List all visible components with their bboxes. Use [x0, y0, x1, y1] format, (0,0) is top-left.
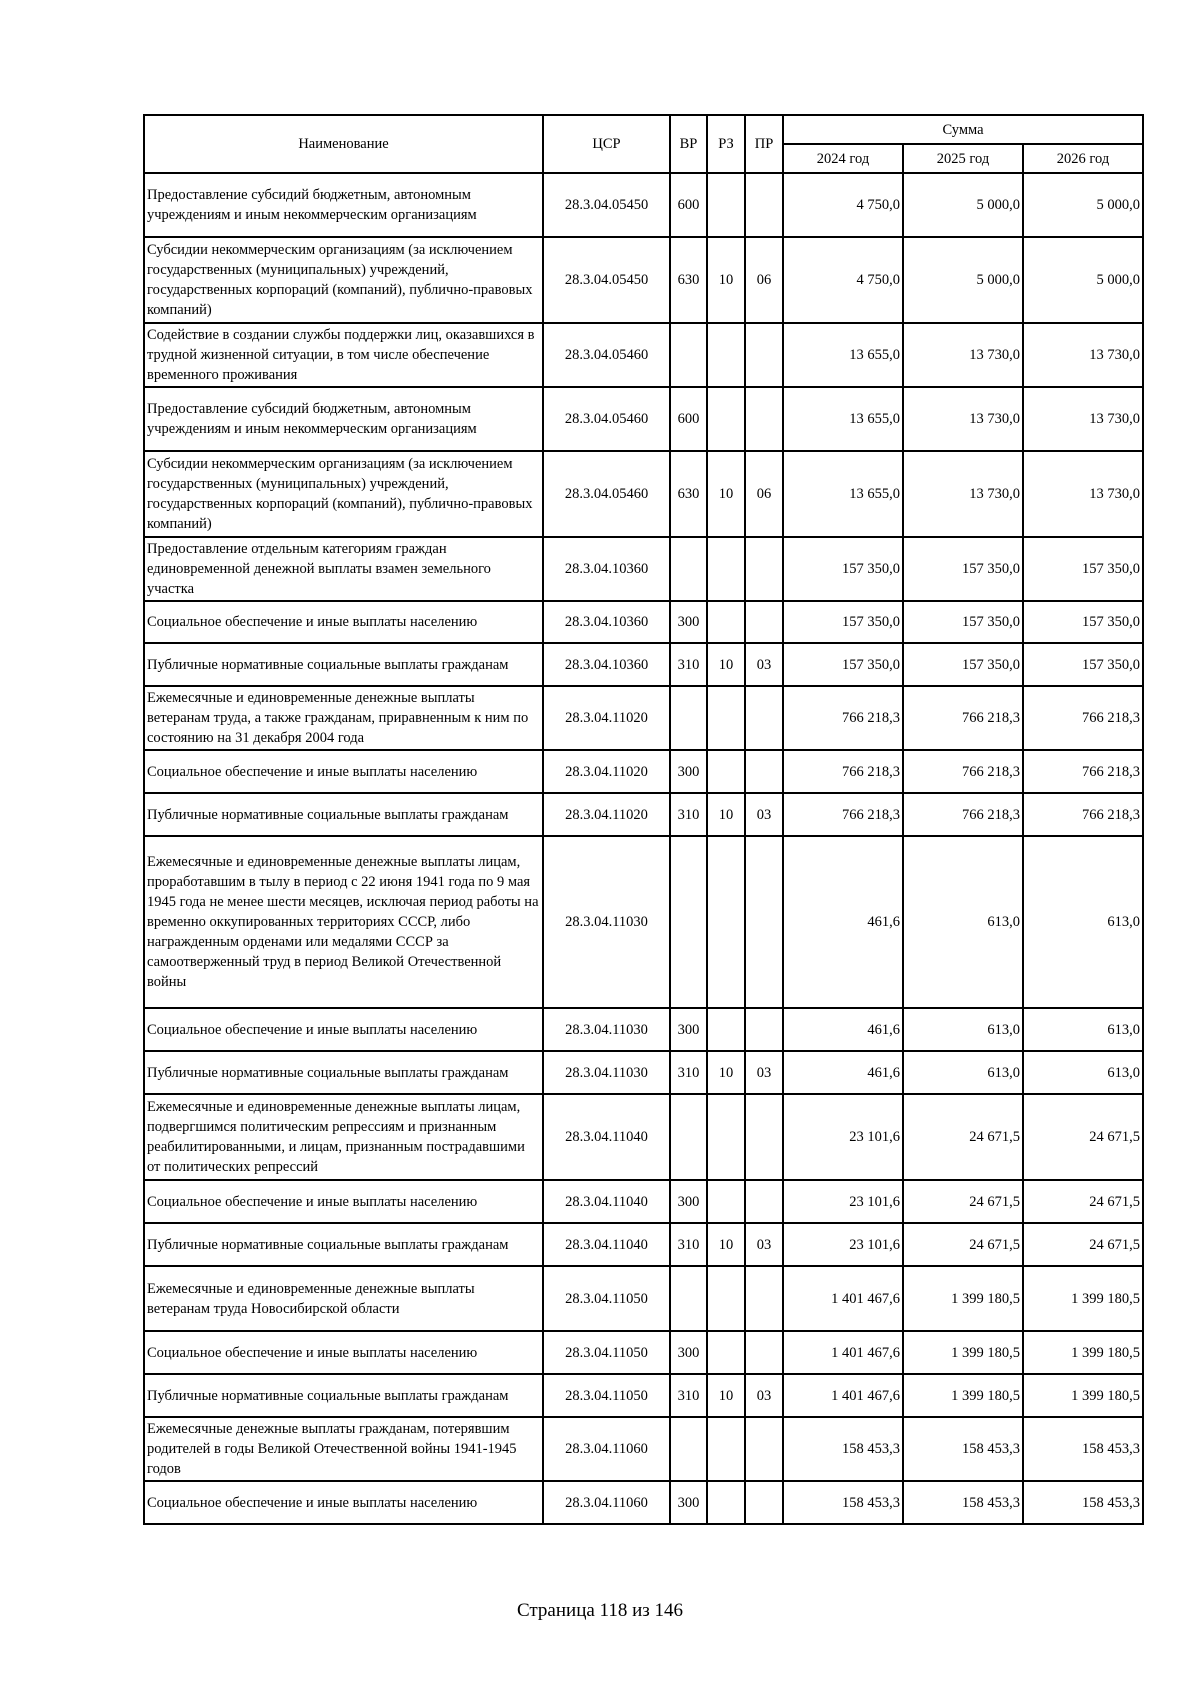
cell-y1: 4 750,0 [783, 237, 903, 323]
cell-csr: 28.3.04.05450 [543, 237, 670, 323]
cell-rz [707, 750, 745, 793]
cell-y3: 613,0 [1023, 1008, 1143, 1051]
cell-name: Публичные нормативные социальные выплаты гражданам [144, 793, 543, 836]
cell-pr: 03 [745, 643, 783, 686]
cell-vr: 600 [670, 387, 707, 451]
cell-y3: 157 350,0 [1023, 537, 1143, 601]
cell-vr: 300 [670, 601, 707, 643]
cell-y1: 13 655,0 [783, 451, 903, 537]
cell-y1: 461,6 [783, 1008, 903, 1051]
table-row [144, 1266, 1143, 1331]
cell-pr [745, 173, 783, 237]
cell-name: Предоставление субсидий бюджетным, автономным учреждениям и иным некоммерческим организациям [144, 387, 543, 451]
cell-vr [670, 836, 707, 1008]
cell-pr: 03 [745, 1051, 783, 1094]
cell-rz [707, 601, 745, 643]
cell-y3: 13 730,0 [1023, 387, 1143, 451]
cell-y2: 766 218,3 [903, 793, 1023, 836]
cell-y1: 461,6 [783, 1051, 903, 1094]
cell-rz [707, 1331, 745, 1374]
cell-y1: 766 218,3 [783, 750, 903, 793]
cell-y1: 1 401 467,6 [783, 1374, 903, 1417]
header-year-2025: 2025 год [903, 144, 1023, 173]
cell-y3: 158 453,3 [1023, 1481, 1143, 1524]
cell-vr [670, 1266, 707, 1331]
cell-pr [745, 1180, 783, 1223]
cell-rz [707, 387, 745, 451]
cell-pr [745, 1266, 783, 1331]
cell-y2: 766 218,3 [903, 686, 1023, 750]
cell-pr [745, 1008, 783, 1051]
cell-name: Социальное обеспечение и иные выплаты населению [144, 750, 543, 793]
cell-csr: 28.3.04.05450 [543, 173, 670, 237]
table-row [144, 1008, 1143, 1051]
cell-rz [707, 1094, 745, 1180]
cell-name: Публичные нормативные социальные выплаты гражданам [144, 1223, 543, 1266]
cell-name: Ежемесячные и единовременные денежные выплаты лицам, подвергшимся политическим репрессиям и признанным реабилитированными, и лицам, признанным пострадавшими от политических репрессий [144, 1094, 543, 1180]
cell-csr: 28.3.04.11060 [543, 1481, 670, 1524]
cell-y2: 613,0 [903, 836, 1023, 1008]
cell-vr: 300 [670, 1180, 707, 1223]
cell-y2: 24 671,5 [903, 1094, 1023, 1180]
cell-pr [745, 1331, 783, 1374]
cell-csr: 28.3.04.11030 [543, 836, 670, 1008]
cell-rz [707, 1180, 745, 1223]
cell-name: Публичные нормативные социальные выплаты гражданам [144, 643, 543, 686]
cell-pr [745, 1481, 783, 1524]
cell-y2: 1 399 180,5 [903, 1331, 1023, 1374]
cell-vr: 310 [670, 643, 707, 686]
cell-y1: 23 101,6 [783, 1094, 903, 1180]
cell-csr: 28.3.04.11030 [543, 1008, 670, 1051]
cell-y3: 13 730,0 [1023, 323, 1143, 387]
cell-pr: 06 [745, 451, 783, 537]
cell-csr: 28.3.04.10360 [543, 601, 670, 643]
cell-y3: 5 000,0 [1023, 237, 1143, 323]
cell-name: Предоставление субсидий бюджетным, автономным учреждениям и иным некоммерческим организациям [144, 173, 543, 237]
cell-csr: 28.3.04.05460 [543, 323, 670, 387]
cell-pr [745, 686, 783, 750]
cell-name: Ежемесячные и единовременные денежные выплаты лицам, проработавшим в тылу в период с 22 июня 1941 года по 9 мая 1945 года не менее шести месяцев, исключая период работы на временно оккупированных территориях СССР, либо награжденным орденами или медалями СССР за самоотверженный труд в период Великой Отечественной войны [144, 836, 543, 1008]
cell-name: Ежемесячные денежные выплаты гражданам, потерявшим родителей в годы Великой Отечественной войны 1941-1945 годов [144, 1417, 543, 1481]
cell-vr [670, 1417, 707, 1481]
cell-rz: 10 [707, 793, 745, 836]
cell-y2: 5 000,0 [903, 237, 1023, 323]
table-row [144, 173, 1143, 237]
table-row [144, 323, 1143, 387]
cell-pr: 03 [745, 1223, 783, 1266]
cell-y3: 1 399 180,5 [1023, 1374, 1143, 1417]
cell-y3: 613,0 [1023, 1051, 1143, 1094]
cell-y1: 461,6 [783, 836, 903, 1008]
cell-y1: 157 350,0 [783, 601, 903, 643]
cell-vr: 300 [670, 1008, 707, 1051]
cell-csr: 28.3.04.11040 [543, 1094, 670, 1180]
cell-y1: 4 750,0 [783, 173, 903, 237]
cell-rz [707, 1008, 745, 1051]
cell-csr: 28.3.04.11040 [543, 1180, 670, 1223]
cell-y1: 1 401 467,6 [783, 1266, 903, 1331]
cell-vr: 300 [670, 1331, 707, 1374]
cell-name: Социальное обеспечение и иные выплаты населению [144, 1331, 543, 1374]
cell-rz: 10 [707, 643, 745, 686]
cell-name: Ежемесячные и единовременные денежные выплаты ветеранам труда, а также гражданам, приравненным к ним по состоянию на 31 декабря 2004 года [144, 686, 543, 750]
table-row [144, 793, 1143, 836]
cell-vr: 310 [670, 793, 707, 836]
cell-csr: 28.3.04.11050 [543, 1374, 670, 1417]
cell-pr [745, 750, 783, 793]
cell-y2: 157 350,0 [903, 601, 1023, 643]
cell-y3: 13 730,0 [1023, 451, 1143, 537]
header-name: Наименование [144, 115, 543, 173]
cell-y3: 24 671,5 [1023, 1223, 1143, 1266]
cell-pr [745, 1094, 783, 1180]
header-csr: ЦСР [543, 115, 670, 173]
cell-csr: 28.3.04.10360 [543, 643, 670, 686]
cell-rz [707, 1481, 745, 1524]
cell-name: Публичные нормативные социальные выплаты гражданам [144, 1051, 543, 1094]
table-row [144, 643, 1143, 686]
table-row [144, 1374, 1143, 1417]
cell-y2: 766 218,3 [903, 750, 1023, 793]
table-row [144, 1094, 1143, 1180]
cell-y2: 613,0 [903, 1051, 1023, 1094]
cell-y2: 157 350,0 [903, 537, 1023, 601]
cell-vr [670, 686, 707, 750]
cell-vr: 300 [670, 750, 707, 793]
cell-vr: 630 [670, 451, 707, 537]
cell-name: Публичные нормативные социальные выплаты гражданам [144, 1374, 543, 1417]
cell-pr [745, 387, 783, 451]
cell-y1: 157 350,0 [783, 643, 903, 686]
cell-vr [670, 323, 707, 387]
cell-csr: 28.3.04.11020 [543, 686, 670, 750]
cell-y3: 1 399 180,5 [1023, 1331, 1143, 1374]
table-row [144, 1481, 1143, 1524]
cell-vr [670, 1094, 707, 1180]
cell-csr: 28.3.04.05460 [543, 451, 670, 537]
cell-rz [707, 836, 745, 1008]
cell-rz [707, 1417, 745, 1481]
cell-vr [670, 537, 707, 601]
cell-vr: 310 [670, 1223, 707, 1266]
cell-pr [745, 1417, 783, 1481]
table-header [144, 115, 1143, 173]
cell-vr: 630 [670, 237, 707, 323]
cell-y2: 1 399 180,5 [903, 1266, 1023, 1331]
cell-vr: 300 [670, 1481, 707, 1524]
cell-pr [745, 836, 783, 1008]
cell-csr: 28.3.04.11020 [543, 793, 670, 836]
cell-y2: 1 399 180,5 [903, 1374, 1023, 1417]
cell-vr: 600 [670, 173, 707, 237]
cell-name: Предоставление отдельным категориям граждан единовременной денежной выплаты взамен земельного участка [144, 537, 543, 601]
header-year-2024: 2024 год [783, 144, 903, 173]
cell-y2: 24 671,5 [903, 1223, 1023, 1266]
cell-pr [745, 537, 783, 601]
cell-name: Ежемесячные и единовременные денежные выплаты ветеранам труда Новосибирской области [144, 1266, 543, 1331]
cell-pr [745, 601, 783, 643]
cell-y1: 13 655,0 [783, 387, 903, 451]
table-row [144, 451, 1143, 537]
table-row [144, 1051, 1143, 1094]
cell-y1: 766 218,3 [783, 793, 903, 836]
cell-rz [707, 537, 745, 601]
cell-y1: 157 350,0 [783, 537, 903, 601]
cell-name: Субсидии некоммерческим организациям (за исключением государственных (муниципальных) учреждений, государственных корпораций (компаний), публично-правовых компаний) [144, 237, 543, 323]
cell-y3: 158 453,3 [1023, 1417, 1143, 1481]
table-row [144, 750, 1143, 793]
cell-csr: 28.3.04.11020 [543, 750, 670, 793]
table-row [144, 1180, 1143, 1223]
cell-vr: 310 [670, 1374, 707, 1417]
header-sum: Сумма [783, 115, 1143, 144]
cell-pr: 06 [745, 237, 783, 323]
cell-y2: 157 350,0 [903, 643, 1023, 686]
cell-rz [707, 1266, 745, 1331]
cell-csr: 28.3.04.11060 [543, 1417, 670, 1481]
cell-rz: 10 [707, 1374, 745, 1417]
cell-name: Социальное обеспечение и иные выплаты населению [144, 601, 543, 643]
cell-name: Социальное обеспечение и иные выплаты населению [144, 1481, 543, 1524]
cell-rz: 10 [707, 1051, 745, 1094]
cell-rz [707, 323, 745, 387]
table-body [144, 173, 1143, 1524]
cell-y3: 24 671,5 [1023, 1094, 1143, 1180]
cell-rz: 10 [707, 1223, 745, 1266]
cell-y1: 23 101,6 [783, 1223, 903, 1266]
cell-y2: 13 730,0 [903, 387, 1023, 451]
header-rz: РЗ [707, 115, 745, 173]
cell-y3: 5 000,0 [1023, 173, 1143, 237]
cell-y2: 13 730,0 [903, 323, 1023, 387]
table-row [144, 1223, 1143, 1266]
cell-y3: 766 218,3 [1023, 750, 1143, 793]
cell-csr: 28.3.04.11050 [543, 1266, 670, 1331]
cell-rz [707, 686, 745, 750]
table-row [144, 836, 1143, 1008]
cell-y1: 158 453,3 [783, 1417, 903, 1481]
cell-y2: 613,0 [903, 1008, 1023, 1051]
cell-y2: 24 671,5 [903, 1180, 1023, 1223]
table-row [144, 537, 1143, 601]
cell-y3: 157 350,0 [1023, 643, 1143, 686]
cell-csr: 28.3.04.11040 [543, 1223, 670, 1266]
header-pr: ПР [745, 115, 783, 173]
cell-rz: 10 [707, 237, 745, 323]
cell-y2: 13 730,0 [903, 451, 1023, 537]
cell-pr [745, 323, 783, 387]
cell-rz [707, 173, 745, 237]
cell-name: Социальное обеспечение и иные выплаты населению [144, 1008, 543, 1051]
cell-pr: 03 [745, 793, 783, 836]
cell-y1: 766 218,3 [783, 686, 903, 750]
table-row [144, 237, 1143, 323]
cell-y3: 613,0 [1023, 836, 1143, 1008]
cell-name: Субсидии некоммерческим организациям (за исключением государственных (муниципальных) учреждений, государственных корпораций (компаний), публично-правовых компаний) [144, 451, 543, 537]
cell-rz: 10 [707, 451, 745, 537]
cell-y3: 766 218,3 [1023, 793, 1143, 836]
cell-y2: 5 000,0 [903, 173, 1023, 237]
header-vr: ВР [670, 115, 707, 173]
cell-y3: 1 399 180,5 [1023, 1266, 1143, 1331]
table-row [144, 601, 1143, 643]
cell-y3: 766 218,3 [1023, 686, 1143, 750]
table-row [144, 1331, 1143, 1374]
cell-vr: 310 [670, 1051, 707, 1094]
cell-pr: 03 [745, 1374, 783, 1417]
table-row [144, 1417, 1143, 1481]
header-year-2026: 2026 год [1023, 144, 1143, 173]
table-row [144, 686, 1143, 750]
cell-csr: 28.3.04.10360 [543, 537, 670, 601]
cell-y1: 13 655,0 [783, 323, 903, 387]
budget-table [143, 114, 1144, 1525]
cell-csr: 28.3.04.11050 [543, 1331, 670, 1374]
cell-name: Содействие в создании службы поддержки лиц, оказавшихся в трудной жизненной ситуации, в том числе обеспечение временного проживания [144, 323, 543, 387]
cell-y2: 158 453,3 [903, 1417, 1023, 1481]
cell-y1: 1 401 467,6 [783, 1331, 903, 1374]
cell-csr: 28.3.04.05460 [543, 387, 670, 451]
page-number: Страница 118 из 146 [516, 1600, 684, 1621]
cell-y1: 23 101,6 [783, 1180, 903, 1223]
cell-y2: 158 453,3 [903, 1481, 1023, 1524]
cell-y3: 24 671,5 [1023, 1180, 1143, 1223]
cell-y3: 157 350,0 [1023, 601, 1143, 643]
cell-csr: 28.3.04.11030 [543, 1051, 670, 1094]
cell-name: Социальное обеспечение и иные выплаты населению [144, 1180, 543, 1223]
table-row [144, 387, 1143, 451]
cell-y1: 158 453,3 [783, 1481, 903, 1524]
